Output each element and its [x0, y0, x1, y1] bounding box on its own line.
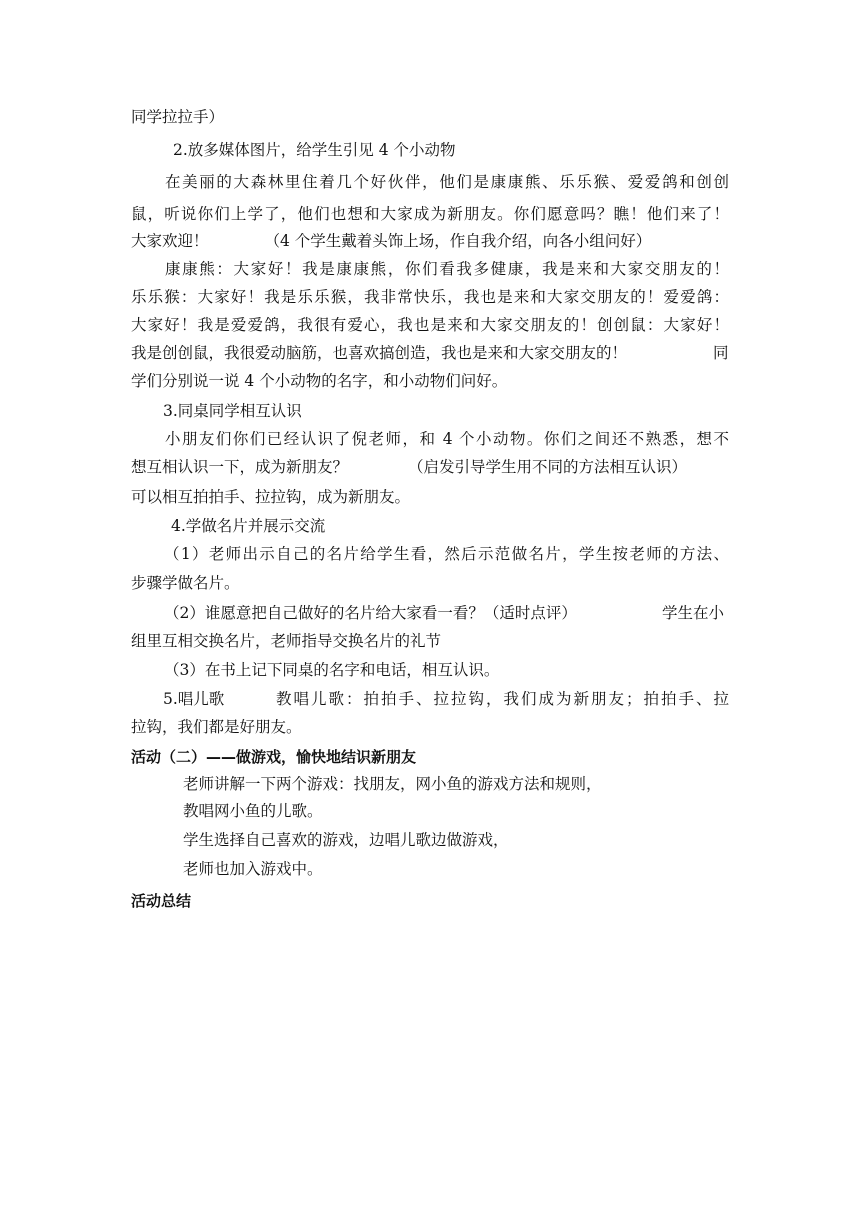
text-span: 活动（二）——做游戏，愉快地结识新朋友 — [131, 748, 417, 766]
stage-direction: （4 个学生戴着头饰上场，作自我介绍，向各小组问好） — [264, 232, 652, 250]
text-span: 可以相互拍拍手、拉拉钩，成为新朋友。 — [131, 488, 411, 506]
text-line — [164, 543, 729, 565]
text-line — [183, 858, 323, 880]
section-heading-2 — [173, 139, 456, 161]
text-span: （2）谁愿意把自己做好的名片给大家看一看？（适时点评） — [164, 604, 577, 622]
text-line — [713, 342, 729, 364]
text-span: 教唱儿歌：拍拍手、拉拉钩，我们成为新朋友；拍拍手、拉 — [276, 690, 729, 708]
text-span: 教唱网小鱼的儿歌。 — [183, 802, 323, 820]
text-span: 想互相认识一下，成为新朋友？ — [131, 458, 349, 476]
text-span: 学生在小 — [662, 604, 725, 622]
text-line — [662, 602, 724, 624]
text-span: 学生选择自己喜欢的游戏，边唱儿歌边做游戏， — [183, 831, 509, 849]
text-span: 组里互相交换名片，老师指导交换名片的礼节 — [131, 632, 442, 650]
section-heading-3 — [163, 400, 302, 422]
text-line — [183, 773, 602, 795]
text-span: 大家好！我是爱爱鸽，我很有爱心，我也是来和大家交朋友的！创创鼠：大家好！ — [131, 316, 729, 334]
text-line — [131, 106, 224, 128]
text-line — [131, 230, 651, 252]
text-span: 步骤学做名片。 — [131, 574, 240, 592]
text-line — [164, 659, 499, 681]
text-span: 同 — [713, 344, 729, 362]
text-span: 鼠，听说你们上学了，他们也想和大家成为新朋友。你们愿意吗？瞧！他们来了！ — [131, 205, 729, 223]
text-line — [183, 800, 323, 822]
text-span: 2.放多媒体图片，给学生引见 4 个小动物 — [173, 141, 456, 159]
summary-heading — [131, 890, 191, 912]
text-span: 乐乐猴：大家好！我是乐乐猴，我非常快乐，我也是来和大家交朋友的！爱爱鸽： — [131, 288, 729, 306]
text-span: 5.唱儿歌 — [163, 690, 225, 708]
text-line — [165, 171, 729, 193]
stage-direction: （启发引导学生用不同的方法相互认识） — [408, 458, 688, 476]
text-line — [131, 203, 729, 225]
text-span: 我是创创鼠，我很爱动脑筋，也喜欢搞创造，我也是来和大家交朋友的！ — [131, 344, 628, 362]
section-heading-4 — [171, 515, 325, 537]
text-span: 拉钩，我们都是好朋友。 — [131, 718, 302, 736]
text-line — [131, 630, 441, 652]
text-line — [131, 716, 302, 738]
text-span: 小朋友们你们已经认识了倪老师，和 4 个小动物。你们之间还不熟悉，想不 — [165, 430, 729, 448]
text-span: 大家欢迎！ — [131, 232, 209, 250]
text-span: 活动总结 — [131, 892, 192, 910]
text-span: 康康熊：大家好！我是康康熊，你们看我多健康，我是来和大家交朋友的！ — [165, 260, 729, 278]
text-line — [131, 456, 687, 478]
text-span: （1）老师出示自己的名片给学生看，然后示范做名片，学生按老师的方法、 — [164, 545, 729, 563]
text-span: 4.学做名片并展示交流 — [171, 517, 326, 535]
text-span: 3.同桌同学相互认识 — [163, 402, 302, 420]
text-line — [131, 314, 729, 336]
text-line — [131, 486, 410, 508]
text-line — [131, 286, 729, 308]
text-line — [165, 428, 729, 450]
text-line — [276, 688, 729, 710]
text-line — [183, 829, 509, 851]
text-span: （3）在书上记下同桌的名字和电话，相互认识。 — [164, 661, 500, 679]
text-span: 学们分别说一说 4 个小动物的名字，和小动物们问好。 — [131, 372, 508, 390]
text-line — [164, 602, 577, 624]
text-span: 老师也加入游戏中。 — [183, 860, 323, 878]
text-line — [165, 258, 729, 280]
text-line — [131, 370, 507, 392]
text-span: 在美丽的大森林里住着几个好伙伴，他们是康康熊、乐乐猴、爱爱鸽和创创 — [165, 173, 729, 191]
activity-heading — [131, 746, 416, 768]
text-line — [131, 572, 240, 594]
text-line — [131, 342, 627, 364]
text-span: 老师讲解一下两个游戏：找朋友，网小鱼的游戏方法和规则， — [183, 775, 602, 793]
text-span: 同学拉拉手） — [131, 108, 225, 126]
section-heading-5 — [163, 688, 224, 710]
